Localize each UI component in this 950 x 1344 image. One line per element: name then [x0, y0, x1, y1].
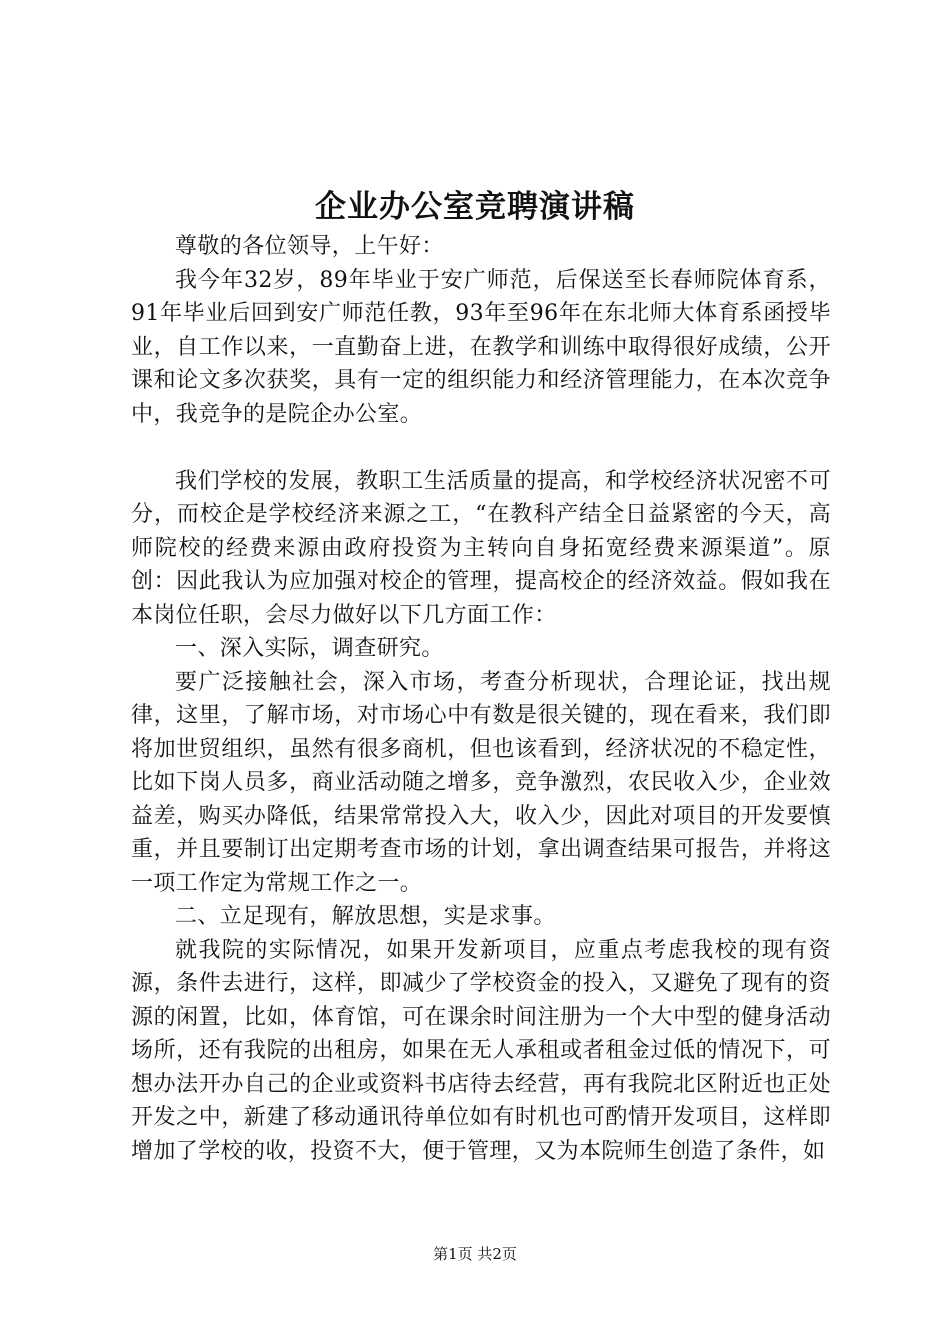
school-development-paragraph: 我们学校的发展，教职工生活质量的提高，和学校经济状况密不可分，而校企是学校经济来源之工，“在教科产结全日益紧密的今天，高师院校的经费来源由政府投资为主转向自身拓宽经费来源渠道”。原创：因此我认为应加强对校企的管理，提高校企的经济效益。假如我在本岗位任职，会尽力做好以下几方面工作：	[131, 468, 831, 628]
market-research-paragraph: 要广泛接触社会，深入市场，考查分析现状，合理论证，找出规律，这里，了解市场，对市场心中有数是很关键的，现在看来，我们即将加世贸组织，虽然有很多商机，但也该看到，经济状况的不稳定性，比如下岗人员多，商业活动随之增多，竞争激烈，农民收入少，企业效益差，购买办降低，结果常常投入大，收入少，因此对项目的开发要慎重，并且要制订出定期考查市场的计划，拿出调查结果可报告，并将这一项工作定为常规工作之一。	[131, 669, 831, 896]
resources-paragraph: 就我院的实际情况，如果开发新项目，应重点考虑我校的现有资源，条件去进行，这样，即减少了学校资金的投入，又避免了现有的资源的闲置，比如，体育馆，可在课余时间注册为一个大中型的健身活动场所，还有我院的出租房，如果在无人承租或者租金过低的情况下，可想办法开办自己的企业或资料书店待去经营，再有我院北区附近也正处开发之中，新建了移动通讯待单位如有时机也可酌情开发项目，这样即增加了学校的收，投资不大，便于管理，又为本院师生创造了条件，如	[131, 937, 831, 1164]
self-introduction-paragraph: 我今年32岁，89年毕业于安广师范，后保送至长春师院体育系，91年毕业后回到安广师范任教，93年至96年在东北师大体育系函授毕业，自工作以来，一直勤奋上进，在教学和训练中取得很好成绩，公开课和论文多次获奖，具有一定的组织能力和经济管理能力，在本次竞争中，我竞争的是院企办公室。	[131, 267, 831, 427]
section-heading-one: 一、深入实际，调查研究。	[175, 636, 444, 661]
document-title: 企业办公室竞聘演讲稿	[315, 189, 635, 225]
page-footer: 第1页 共2页	[433, 1245, 517, 1263]
salutation-paragraph: 尊敬的各位领导，上午好：	[175, 234, 444, 259]
section-heading-two: 二、立足现有，解放思想，实是求事。	[175, 904, 556, 929]
document-body	[131, 230, 831, 1168]
